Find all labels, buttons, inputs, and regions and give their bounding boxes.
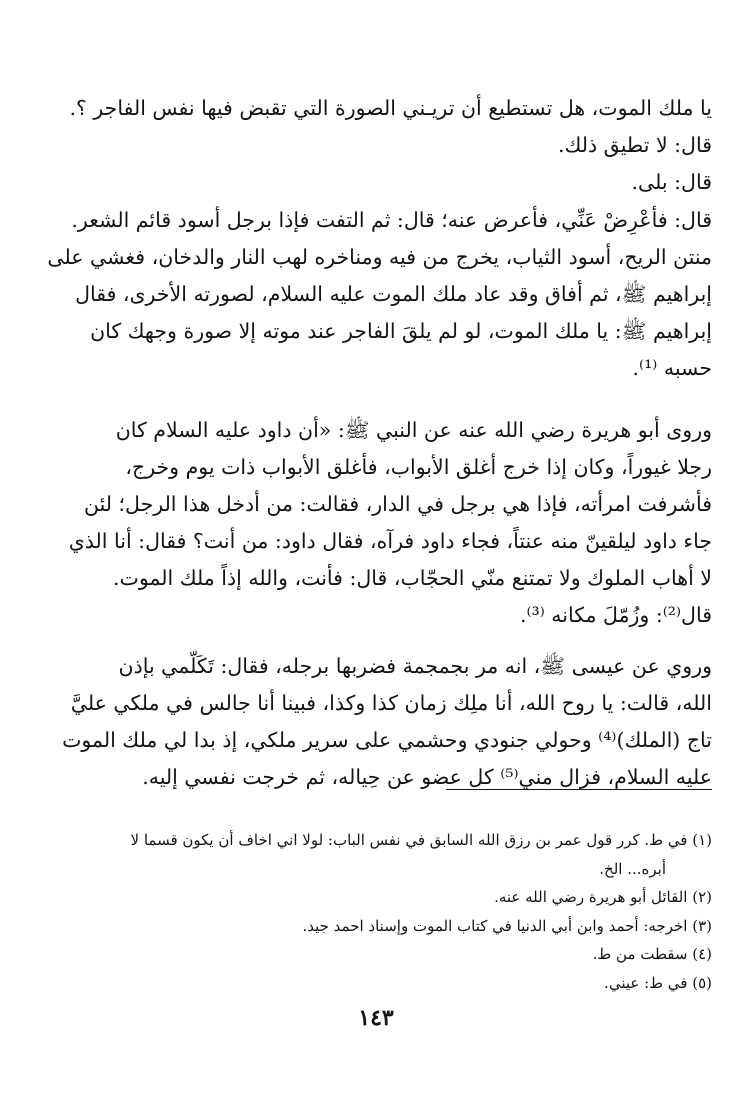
text-line: حسبه ⁽¹⁾. [632,356,712,380]
footnotes [40,826,712,997]
footnote-1: (١) في ط. كرر قول عمر بن رزق الله السابق في نفس الباب: لولا اني اخاف أن يكون قسما لا [130,831,712,849]
text-line: قال⁽²⁾: وزُمّلَ مكانه ⁽³⁾. [519,603,712,627]
text-line: قال: لا تطيق ذلك. [557,133,712,157]
footnote-1-continued: أبره... الخ. [599,859,666,878]
footnote-4: (٤) سقطت من ط. [592,945,712,963]
text-line: فأشرفت امرأته، فإذا هي برجل في الدار، فقالت: من أدخل هذا الرجل؛ لئن [83,492,712,516]
footnote-2: (٢) القائل أبو هريرة رضي الله عنه. [494,888,712,906]
text-line: جاء داود ليلقينّ منه عنتاً، فجاء داود فرآه، فقال داود: من أنت؟ فقال: أنا الذي [68,529,712,553]
text-line: إبراهيم ﷺ، ثم أفاق وقد عاد ملك الموت عليه السلام، لصورته الأخرى، فقال [75,282,712,306]
text-line: لا أهاب الملوك ولا تمتنع منّي الحجّاب، قال: فأنت، والله إذاً ملك الموت. [113,566,712,590]
footnote-5: (٥) في ط: عيني. [604,973,712,992]
text-line: الله، قالت: يا روح الله، أنا ملِك زمان كذا وكذا، فبينا أنا جالس في ملكي عليَّ [70,691,712,715]
text-line: عليه السلام، فزال مني⁽⁵⁾ كل عضو عن حِياله، ثم خرجت نفسي إليه. [142,765,712,789]
paragraph-ibrahim [40,202,712,387]
text-line: رجلا غيوراً، وكان إذا خرج أغلق الأبواب، فأغلق الأبواب ذات يوم وخرج، [125,455,712,479]
paragraph-dawud [40,412,712,634]
text-line: تاج (الملك)⁽⁴⁾ وحولي جنودي وحشمي على سرير ملكي، إذ بدا لي ملك الموت [62,728,712,752]
text-line: يا ملك الموت، هل تستطيع أن تريـني الصورة التي تقبض فيها نفس الفاجر ؟. [69,96,712,120]
page-number: ١٤٣ [358,1005,394,1031]
text-line: منتن الريح، أسود الثياب، يخرج من فيه ومناخره لهب النار والدخان، فغشي على [47,245,712,269]
paragraph-isa [40,648,712,796]
text-line: قال: بلى. [631,170,712,194]
footnote-3: (٣) اخرجه: أحمد وابن أبي الدنيا في كتاب الموت وإسناد احمد جيد. [302,916,712,935]
text-line: وروى أبو هريرة رضي الله عنه عن النبي ﷺ: «أن داود عليه السلام كان [115,418,712,442]
text-line: وروي عن عيسى ﷺ، انه مر بجمجمة فضربها برجله، فقال: تَكَلّمي بإذن [118,654,712,678]
footnote-divider [446,789,712,790]
text-line: إبراهيم ﷺ: يا ملك الموت، لو لم يلقَ الفاجر عند موته إلا صورة وجهك كان [90,319,712,343]
text-line: قال: فأعْرِضْ عَنِّي، فأعرض عنه؛ قال: ثم التفت فإذا برجل أسود قائم الشعر. [71,208,712,232]
paragraph-dialogue [40,90,712,201]
